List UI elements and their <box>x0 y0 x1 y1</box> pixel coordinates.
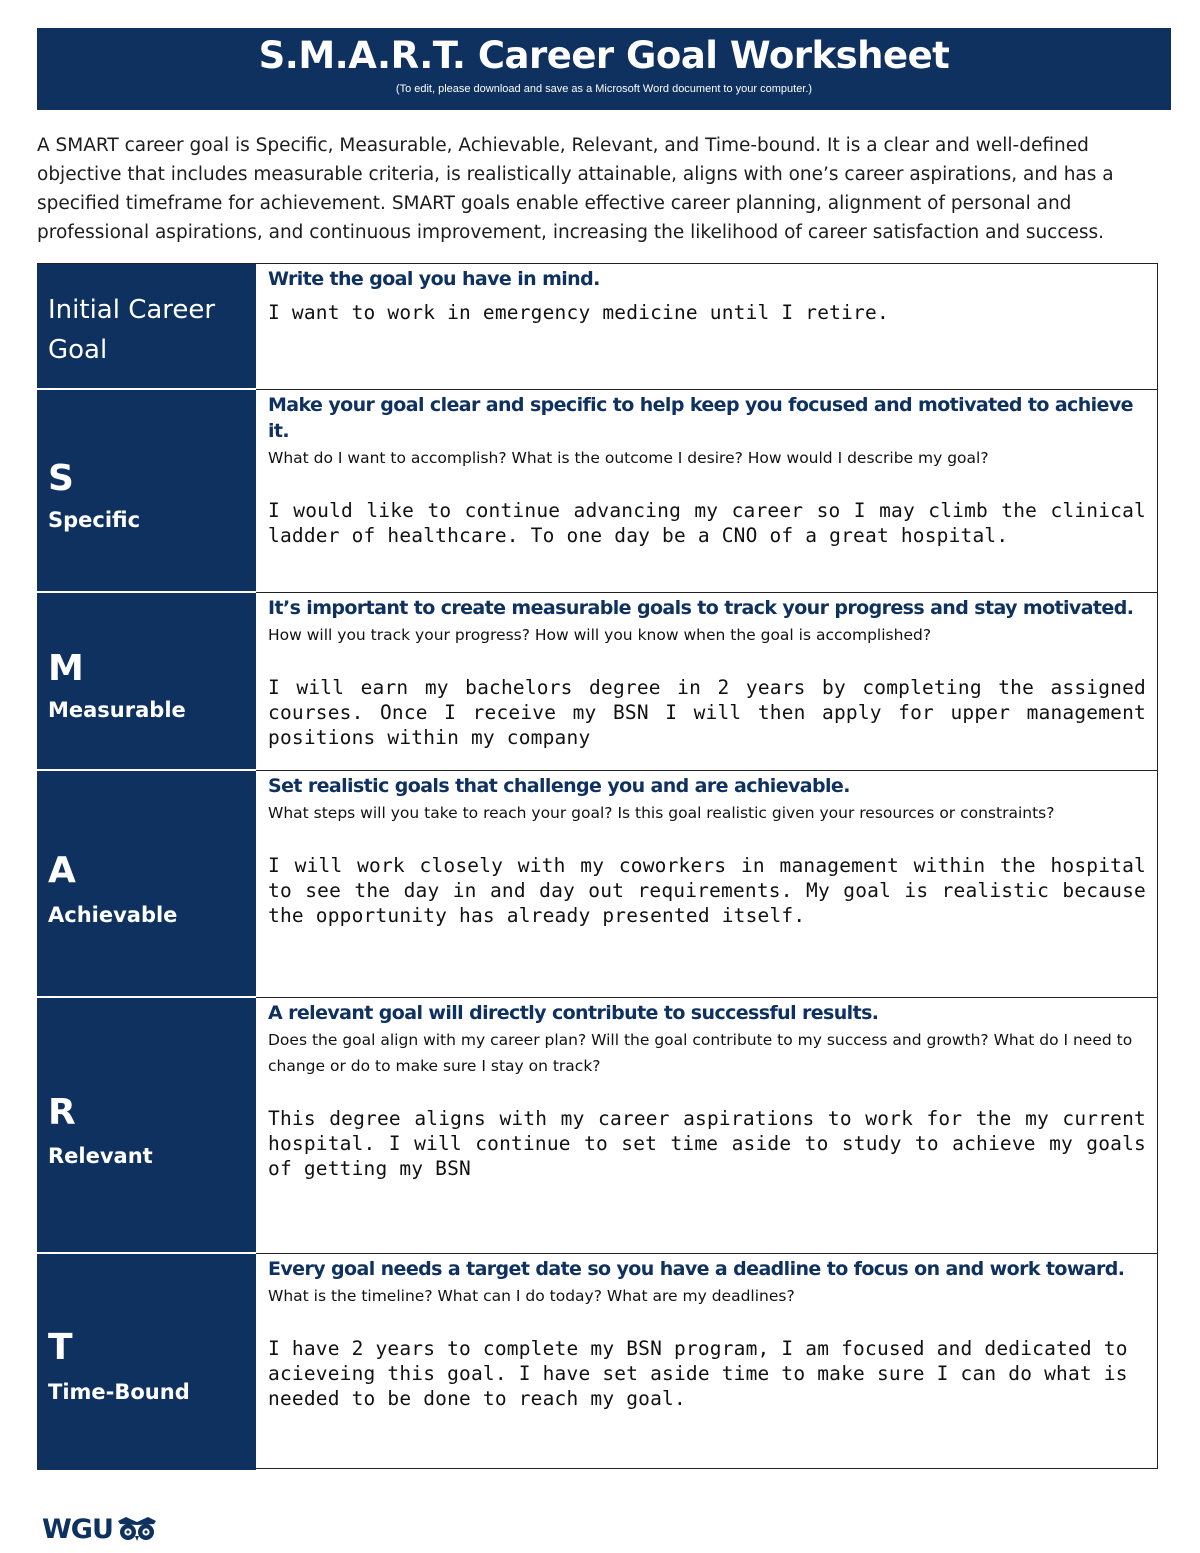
row-initial-goal <box>37 264 1158 390</box>
initial-goal-label: Initial Career Goal <box>48 295 216 365</box>
letter-m: M <box>48 648 84 689</box>
answer-text[interactable]: I want to work in emergency medicine until I retire. <box>268 301 889 324</box>
answer-text[interactable]: I will earn my bachelors degree in 2 years by completing the assigned courses. Once I receive my BSN I will then apply for upper management positions within my company <box>268 676 1146 749</box>
row-question: What do I want to accomplish? What is the outcome I desire? How would I describe my goal? <box>268 449 989 467</box>
word-relevant: Relevant <box>48 1144 153 1168</box>
row-measurable <box>37 593 1158 771</box>
letter-t: T <box>48 1327 73 1368</box>
word-achievable: Achievable <box>48 903 178 927</box>
logo-text: WGU <box>42 1513 113 1545</box>
row-content-cell[interactable] <box>256 998 1158 1254</box>
row-label-cell <box>37 390 256 593</box>
page-title: S.M.A.R.T. Career Goal Worksheet <box>258 34 950 77</box>
row-label-cell <box>37 1254 256 1470</box>
word-specific: Specific <box>48 508 141 532</box>
row-heading: A relevant goal will directly contribute to successful results. <box>268 1002 879 1024</box>
row-heading: Set realistic goals that challenge you and are achievable. <box>268 775 850 797</box>
header-banner <box>37 28 1171 110</box>
row-label-cell <box>37 593 256 771</box>
owl-icon <box>116 1515 158 1543</box>
row-heading: Write the goal you have in mind. <box>268 268 600 290</box>
row-question: What steps will you take to reach your goal? Is this goal realistic given your resources or constraints? <box>268 804 1055 822</box>
row-question: Does the goal align with my career plan? Will the goal contribute to my success and growth? What do I need to change or do to make sure I stay on track? <box>268 1031 1133 1075</box>
row-label-cell <box>37 771 256 998</box>
row-time-bound <box>37 1254 1158 1470</box>
word-time-bound: Time-Bound <box>48 1380 190 1404</box>
row-content-cell[interactable] <box>256 264 1158 390</box>
row-label-cell <box>37 998 256 1254</box>
word-measurable: Measurable <box>48 698 186 722</box>
row-relevant <box>37 998 1158 1254</box>
answer-text[interactable]: I have 2 years to complete my BSN program, I am focused and dedicated to acieveing this goal. I have set aside time to make sure I can do what is needed to be done to reach my goal. <box>268 1337 1128 1410</box>
row-content-cell[interactable] <box>256 390 1158 593</box>
page-subtitle: (To edit, please download and save as a Microsoft Word document to your computer.) <box>395 83 813 95</box>
smart-table <box>37 263 1158 1469</box>
row-heading: Make your goal clear and specific to help keep you focused and motivated to achieve it. <box>268 394 1133 442</box>
row-content-cell[interactable] <box>256 1254 1158 1470</box>
row-content-cell[interactable] <box>256 771 1158 998</box>
wgu-logo <box>42 1512 158 1546</box>
letter-a: A <box>48 850 76 891</box>
row-label-cell <box>37 264 256 390</box>
row-heading: Every goal needs a target date so you have a deadline to focus on and work toward. <box>268 1258 1125 1280</box>
row-content-cell[interactable] <box>256 593 1158 771</box>
letter-s: S <box>48 458 74 499</box>
row-heading: It’s important to create measurable goals to track your progress and stay motivated. <box>268 597 1134 619</box>
row-question: How will you track your progress? How will you know when the goal is accomplished? <box>268 626 932 644</box>
letter-r: R <box>48 1092 76 1133</box>
row-question: What is the timeline? What can I do today? What are my deadlines? <box>268 1287 795 1305</box>
answer-text[interactable]: I will work closely with my coworkers in management within the hospital to see the day in and day out requirements. My goal is realistic because the opportunity has already presented itself. <box>268 854 1146 927</box>
answer-text[interactable]: I would like to continue advancing my career so I may climb the clinical ladder of healthcare. To one day be a CNO of a great hospital. <box>268 499 1146 547</box>
row-achievable <box>37 771 1158 998</box>
intro-paragraph: A SMART career goal is Specific, Measurable, Achievable, Relevant, and Time-bound. It is a clear and well-defined objective that includes measurable criteria, is realistically attainable, aligns with one’s career aspirations, and has a specified timeframe for achievement. SMART goals enable effective career planning, alignment of personal and professional aspirations, and continuous improvement, increasing the likelihood of career satisfaction and success. <box>37 135 1114 243</box>
row-specific <box>37 390 1158 593</box>
answer-text[interactable]: This degree aligns with my career aspirations to work for the my current hospital. I will continue to set time aside to study to achieve my goals of getting my BSN <box>268 1107 1146 1180</box>
